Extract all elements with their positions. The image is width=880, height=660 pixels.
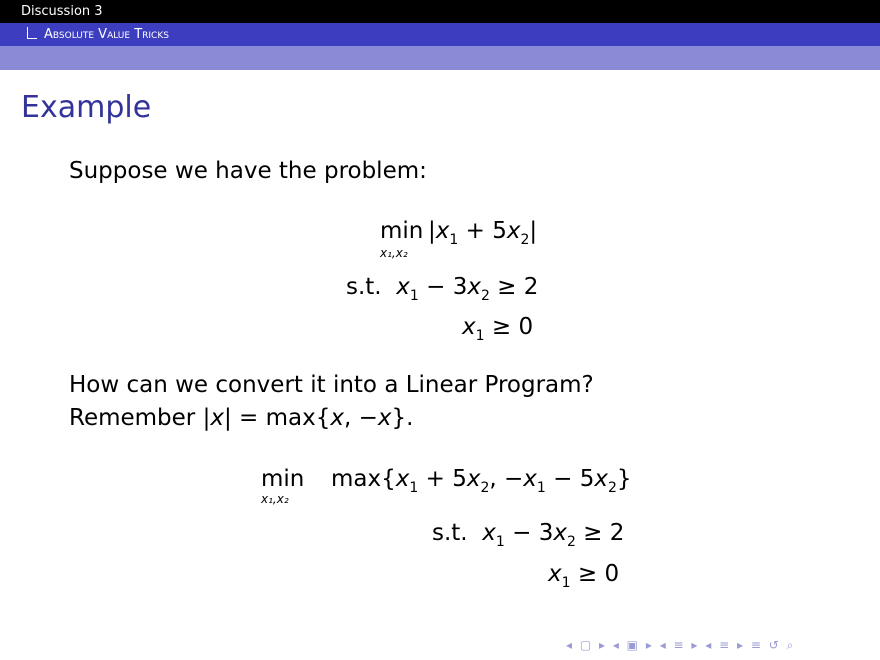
p2-objective: $\max\{x_1 + 5x_2$, $-x_1 - 5x_2$} bbox=[331, 466, 632, 496]
p2-min-subscript: x₁,x₂ bbox=[261, 492, 289, 506]
nav-first-icon[interactable]: ◂ ▢ ▸ bbox=[566, 638, 608, 652]
nav-align-icon[interactable]: ≡ bbox=[750, 638, 763, 652]
intro-text: Suppose we have the problem: bbox=[69, 158, 427, 184]
slide-title: Example bbox=[21, 90, 152, 125]
p1-constraint-2: $x_1 \ge 0$ bbox=[462, 314, 534, 344]
reminder-text: Remember |x| = max{x, −x}. bbox=[69, 405, 414, 431]
beamer-nav-bar bbox=[566, 638, 795, 653]
p1-constraint-1: s.t. $x_1 - 3x_2 \ge 2$ bbox=[346, 274, 539, 304]
question-text: How can we convert it into a Linear Program? bbox=[69, 372, 594, 398]
subsection-title: Absolute Value Tricks bbox=[44, 27, 169, 42]
p2-constraint-1: s.t. $x_1 - 3x_2 \ge 2$ bbox=[432, 520, 625, 550]
header-section-bar bbox=[0, 0, 880, 23]
nav-search-icon[interactable]: ↺ ⌕ bbox=[768, 638, 796, 652]
nav-prev-icon[interactable]: ◂ ▣ ▸ bbox=[612, 638, 654, 652]
tree-corner-icon bbox=[27, 27, 37, 39]
header-spacer-bar bbox=[0, 46, 880, 70]
p2-min-label: min bbox=[261, 466, 305, 492]
p1-objective: $|x_1 + 5x_2|$ bbox=[428, 218, 538, 248]
header-subsection-bar bbox=[0, 23, 880, 46]
p1-min-subscript: x₁,x₂ bbox=[380, 246, 408, 260]
p1-min-label: min bbox=[380, 218, 424, 244]
nav-next-icon[interactable]: ◂ ≡ ▸ bbox=[705, 638, 745, 652]
nav-section-icon[interactable]: ◂ ≡ ▸ bbox=[659, 638, 700, 652]
p2-constraint-2: $x_1 \ge 0$ bbox=[548, 561, 620, 591]
section-title: Discussion 3 bbox=[21, 4, 103, 19]
